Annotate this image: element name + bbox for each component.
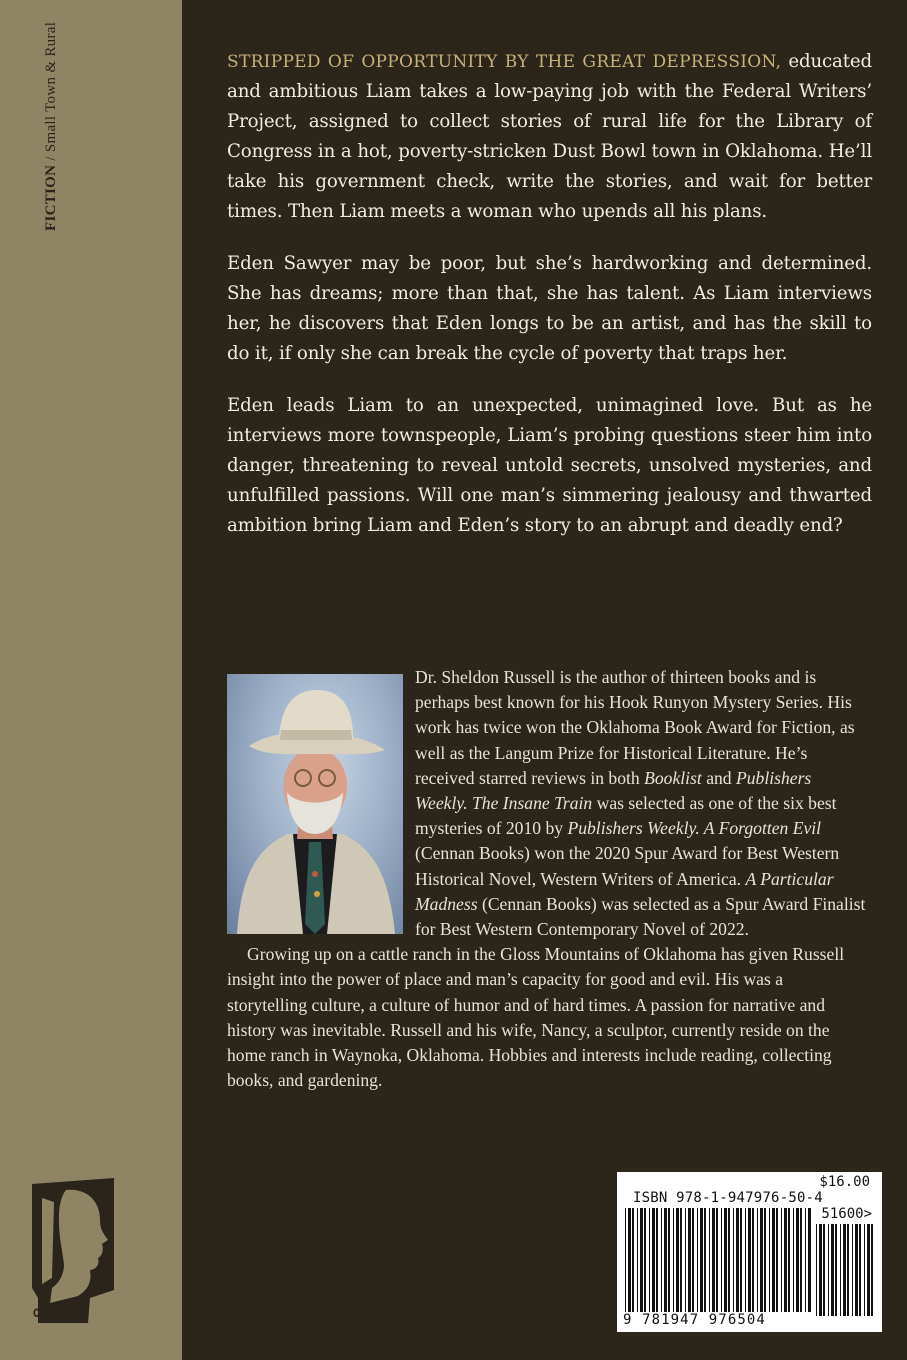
bio-text-1: Dr. Sheldon Russell is the author of thirteen books and is perhaps best known for his Hook Runyon Mystery Series. His work has twice won the Oklahoma Book Award for Fiction, as well as the Langum Prize for Historical Literature. He’s received starred reviews in both <box>415 667 855 788</box>
author-bio <box>227 665 867 1093</box>
bio-italic-2: Publishers Weekly. The Insane Train <box>415 767 812 814</box>
spine-panel <box>0 0 182 1360</box>
spine-category <box>43 22 60 322</box>
back-cover-blurb <box>227 47 872 563</box>
subgenre-label: / Small Town & Rural <box>43 22 59 165</box>
bio-italic-3: Publishers Weekly. A Forgotten Evil <box>567 818 822 839</box>
cennan-logo-icon <box>30 1178 130 1323</box>
bio-text-2: and <box>701 767 736 788</box>
ean13-number: 9 781947 976504 <box>623 1312 766 1328</box>
bio-text-5: (Cennan Books) was selected as a Spur Award Finalist for Best Western Contemporary Novel of 2022. <box>415 893 866 940</box>
author-portrait-icon <box>227 674 403 934</box>
blurb-paragraph-2: Eden Sawyer may be poor, but she’s hardworking and determined. She has dreams; more than that, she has talent. As Liam interviews her, he discovers that Eden longs to be an artist, and has the skill to do it, if only she can break the cycle of poverty that traps her. <box>227 253 872 364</box>
blurb-lead-caps: STRIPPED OF OPPORTUNITY BY THE GREAT DEPRESSION, <box>227 52 782 72</box>
isbn-barcode <box>617 1172 882 1332</box>
blurb-paragraph-3: Eden leads Liam to an unexpected, unimagined love. But as he interviews more townspeople, Liam’s probing questions steer him into danger, threatening to reveal untold secrets, unsolved mysteries, and unfulfilled passions. Will one man’s simmering jealousy and thwarted ambition bring Liam and Eden’s story to an abrupt and deadly end? <box>227 395 872 536</box>
bio-text-3: was selected as one of the six best mysteries of 2010 by <box>415 793 837 839</box>
ean13-bars-icon <box>623 1208 811 1318</box>
author-photo <box>227 674 403 934</box>
bio-paragraph-2: Growing up on a cattle ranch in the Gloss Mountains of Oklahoma has given Russell insight into the power of place and man’s capacity for good and evil. His was a storytelling culture, a culture of humor and of hard times. A passion for narrative and history was inevitable. Russell and his wife, Nancy, a sculptor, currently reside on the home ranch in Waynoka, Oklahoma. Hobbies and interests include reading, collecting books, and gardening. <box>227 944 845 1091</box>
blurb-p1-text: educated and ambitious Liam takes a low-paying job with the Federal Writers’ Project, assigned to collect stories of rural life for the Library of Congress in a hot, poverty-stricken Dust Bowl town in Oklahoma. He’ll take his government check, write the stories, and wait for better times. Then Liam meets a woman who upends all his plans. <box>227 51 873 222</box>
bio-italic-1: Booklist <box>644 767 702 788</box>
isbn-label: ISBN 978-1-947976-50-4 <box>633 1190 823 1206</box>
logo-wordmark: cennan <box>33 1302 74 1322</box>
bio-text-4: (Cennan Books) won the 2020 Spur Award for Best Western Historical Novel, Western Writers of America. <box>415 843 840 889</box>
bio-italic-4: A Particular Madness <box>415 868 834 914</box>
ean5-bars-icon <box>814 1224 874 1316</box>
blurb-paragraph-1 <box>227 47 872 227</box>
ean5-label: 51600> <box>821 1206 872 1222</box>
genre-label: FICTION <box>43 164 59 232</box>
price-label: $16.00 <box>819 1174 870 1190</box>
